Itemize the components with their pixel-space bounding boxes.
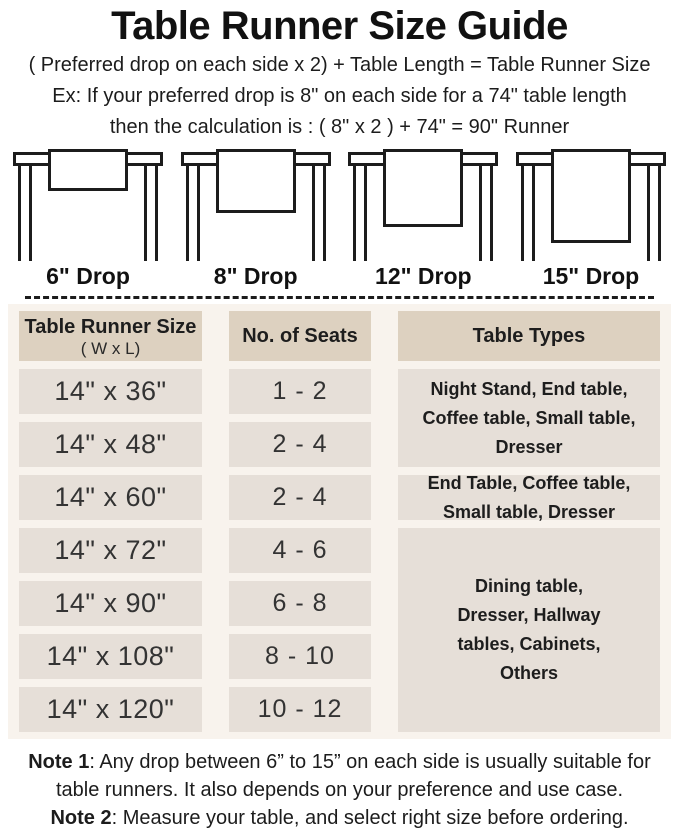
table-leg-left bbox=[18, 165, 32, 261]
drop-figure-12in bbox=[348, 149, 498, 290]
table-types-group-cell bbox=[398, 472, 660, 522]
drop-figure-8in bbox=[181, 149, 331, 290]
seats-cell bbox=[229, 369, 371, 414]
size-guide-table bbox=[8, 304, 671, 739]
example-line-1: Ex: If your preferred drop is 8" on each side for a 74" table length bbox=[52, 85, 627, 107]
runner-size-cell bbox=[19, 422, 202, 467]
header-seats-label: No. of Seats bbox=[242, 325, 358, 347]
note-1 bbox=[4, 748, 675, 804]
note-2 bbox=[4, 804, 675, 832]
runner-drape bbox=[551, 149, 631, 243]
notes-section bbox=[0, 748, 679, 832]
runner-size-value: 14" x 72" bbox=[54, 535, 167, 565]
seats-cell bbox=[229, 422, 371, 467]
table-types-value: End Table, Coffee table, Small table, Dresser bbox=[427, 472, 631, 522]
seats-value: 1 - 2 bbox=[272, 377, 328, 405]
runner-size-value: 14" x 36" bbox=[54, 376, 167, 406]
drop-label: 15" Drop bbox=[542, 263, 640, 289]
runner-size-value: 14" x 48" bbox=[54, 429, 167, 459]
seats-cell bbox=[229, 687, 371, 732]
runner-size-value: 14" x 60" bbox=[54, 482, 167, 512]
table-scene bbox=[181, 149, 331, 261]
seats-value: 2 - 4 bbox=[272, 430, 328, 458]
table-leg-right bbox=[312, 165, 326, 261]
table-leg-right bbox=[647, 165, 661, 261]
runner-drape bbox=[48, 149, 128, 191]
seats-value: 8 - 10 bbox=[265, 642, 335, 670]
seats-cell bbox=[229, 581, 371, 626]
example-line-2: then the calculation is : ( 8" x 2 ) + 74" = 90" Runner bbox=[109, 116, 570, 138]
runner-size-cell bbox=[19, 581, 202, 626]
drop-illustrations bbox=[0, 149, 679, 290]
seats-cell bbox=[229, 528, 371, 573]
table-leg-right bbox=[144, 165, 158, 261]
seats-value: 6 - 8 bbox=[272, 589, 328, 617]
dashed-divider bbox=[25, 296, 654, 299]
seats-cell bbox=[229, 634, 371, 679]
formula-text: ( Preferred drop on each side x 2) + Table Length = Table Runner Size bbox=[28, 54, 651, 76]
runner-size-cell bbox=[19, 687, 202, 732]
note-2-text: : Measure your table, and select right size before ordering. bbox=[111, 807, 629, 829]
drop-figure-15in bbox=[516, 149, 666, 290]
header-cell-table-types bbox=[398, 311, 660, 361]
table-scene bbox=[348, 149, 498, 261]
table-scene bbox=[13, 149, 163, 261]
seats-value: 4 - 6 bbox=[272, 536, 328, 564]
seats-value: 2 - 4 bbox=[272, 483, 328, 511]
note-2-label: Note 2 bbox=[50, 807, 112, 829]
table-types-value: Night Stand, End table, Coffee table, Small table, Dresser bbox=[422, 378, 636, 457]
table-leg-left bbox=[186, 165, 200, 261]
runner-drape bbox=[383, 149, 463, 227]
runner-size-cell bbox=[19, 475, 202, 520]
table-leg-left bbox=[521, 165, 535, 261]
drop-label: 12" Drop bbox=[375, 263, 472, 289]
drop-label: 6" Drop bbox=[46, 263, 130, 289]
table-types-group-cell bbox=[398, 369, 660, 467]
drop-label: 8" Drop bbox=[213, 263, 298, 289]
note-1-label: Note 1 bbox=[28, 751, 90, 773]
runner-size-value: 14" x 120" bbox=[46, 694, 175, 724]
seats-cell bbox=[229, 475, 371, 520]
runner-size-value: 14" x 90" bbox=[54, 588, 167, 618]
runner-size-cell bbox=[19, 528, 202, 573]
header-table-types-label: Table Types bbox=[472, 325, 586, 347]
seats-value: 10 - 12 bbox=[257, 695, 343, 723]
header-cell-seats bbox=[229, 311, 371, 361]
header-cell-runner-size bbox=[19, 311, 202, 361]
page-title: Table Runner Size Guide bbox=[111, 4, 568, 48]
table-leg-left bbox=[353, 165, 367, 261]
table-types-value: Dining table, Dresser, Hallway tables, Cabinets, Others bbox=[457, 576, 601, 683]
table-leg-right bbox=[479, 165, 493, 261]
runner-size-value: 14" x 108" bbox=[46, 641, 175, 671]
header-runner-size-subtitle: ( W x L) bbox=[80, 338, 141, 358]
table-scene bbox=[516, 149, 666, 261]
note-1-text: : Any drop between 6” to 15” on each side is usually suitable for table runners. It also depends on your preference and use case. bbox=[55, 751, 651, 801]
runner-size-cell bbox=[19, 634, 202, 679]
runner-drape bbox=[216, 149, 296, 213]
header-runner-size-title: Table Runner Size bbox=[24, 315, 197, 338]
runner-size-cell bbox=[19, 369, 202, 414]
table-types-group-cell bbox=[398, 528, 660, 732]
drop-figure-6in bbox=[13, 149, 163, 290]
